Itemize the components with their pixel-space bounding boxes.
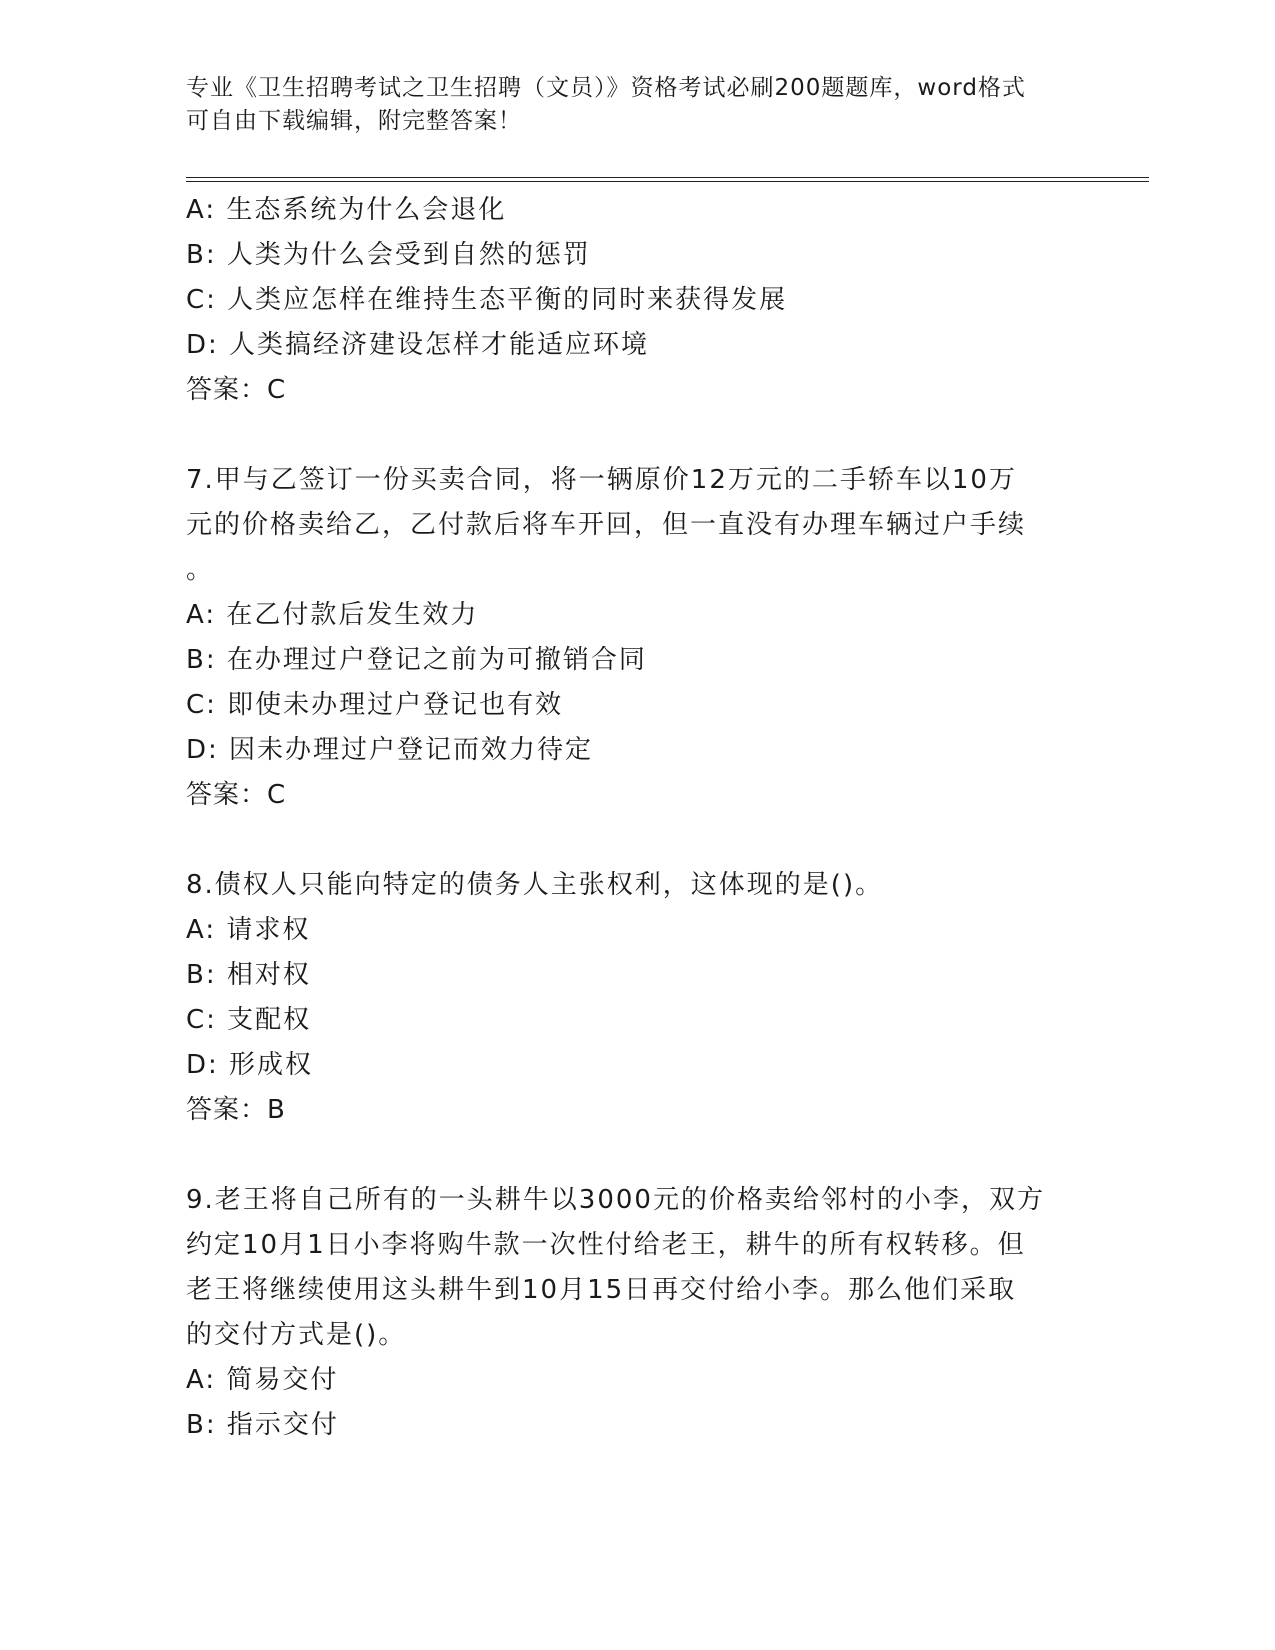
- answer: 答案：C: [186, 375, 287, 405]
- option-c: C: 人类应怎样在维持生态平衡的同时来获得发展: [186, 285, 788, 315]
- option-c: C: 即使未办理过户登记也有效: [186, 690, 564, 720]
- spacer: [186, 413, 1086, 458]
- option-a: A: 请求权: [186, 915, 311, 945]
- question-7: [186, 458, 1086, 818]
- option-d: D: 人类搞经济建设怎样才能适应环境: [186, 330, 650, 360]
- option-a: A: 生态系统为什么会退化: [186, 195, 507, 225]
- question-list: [186, 188, 1086, 1448]
- option-a: A: 简易交付: [186, 1365, 339, 1395]
- option-c: C: 支配权: [186, 1005, 312, 1035]
- option-d: D: 因未办理过户登记而效力待定: [186, 735, 594, 765]
- question-stem-line: 。: [186, 555, 215, 585]
- header-line-2: 可自由下载编辑，附完整答案！: [186, 108, 522, 134]
- header-line-1: 专业《卫生招聘考试之卫生招聘（文员）》资格考试必刷200题题库，word格式: [186, 75, 1026, 101]
- option-d: D: 形成权: [186, 1050, 314, 1080]
- question-6: [186, 188, 1086, 413]
- question-stem-line: 老王将继续使用这头耕牛到10月15日再交付给小李。那么他们采取: [186, 1275, 1017, 1305]
- option-b: B: 指示交付: [186, 1410, 339, 1440]
- option-b: B: 相对权: [186, 960, 311, 990]
- question-9: [186, 1178, 1086, 1448]
- question-stem-line: 9.老王将自己所有的一头耕牛以3000元的价格卖给邻村的小李，双方: [186, 1185, 1045, 1215]
- question-stem-line: 8.债权人只能向特定的债务人主张权利，这体现的是()。: [186, 870, 884, 900]
- question-8: [186, 863, 1086, 1133]
- question-stem-line: 约定10月1日小李将购牛款一次性付给老王，耕牛的所有权转移。但: [186, 1230, 1026, 1260]
- question-stem-line: 的交付方式是()。: [186, 1320, 407, 1350]
- page-header: [186, 72, 1086, 138]
- option-b: B: 人类为什么会受到自然的惩罚: [186, 240, 591, 270]
- spacer: [186, 818, 1086, 863]
- question-stem-line: 7.甲与乙签订一份买卖合同，将一辆原价12万元的二手轿车以10万: [186, 465, 1017, 495]
- option-b: B: 在办理过户登记之前为可撤销合同: [186, 645, 647, 675]
- header-divider-bottom: [186, 181, 1149, 182]
- question-stem-line: 元的价格卖给乙，乙付款后将车开回，但一直没有办理车辆过户手续: [186, 510, 1027, 540]
- answer: 答案：B: [186, 1095, 286, 1125]
- header-divider-top: [186, 177, 1149, 178]
- answer: 答案：C: [186, 780, 287, 810]
- spacer: [186, 1133, 1086, 1178]
- option-a: A: 在乙付款后发生效力: [186, 600, 479, 630]
